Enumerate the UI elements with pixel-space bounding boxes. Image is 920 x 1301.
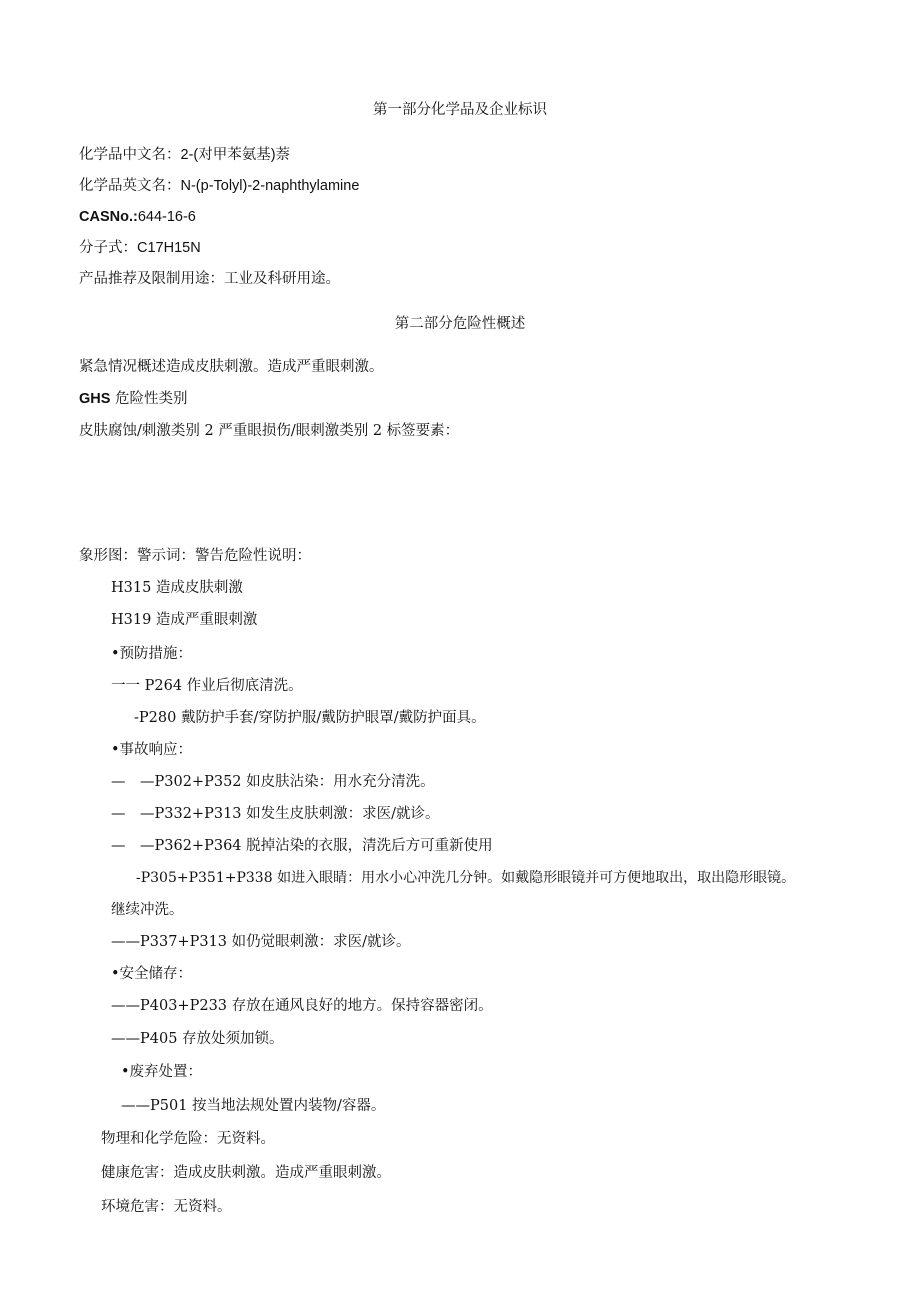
h315-statement: H315 造成皮肤刺激 bbox=[111, 580, 243, 596]
en-name-value: N-(p-Tolyl)-2-naphthylamine bbox=[180, 178, 360, 194]
p501-statement: ——P501 按当地法规处置内装物/容器。 bbox=[121, 1098, 386, 1114]
health-hazard: 健康危害：造成皮肤刺激。造成严重眼刺激。 bbox=[101, 1165, 391, 1181]
cn-name-row bbox=[79, 145, 290, 165]
section2-title: 第二部分危险性概述 bbox=[394, 316, 526, 332]
ghs-prefix: GHS bbox=[79, 391, 111, 407]
formula-row bbox=[79, 238, 201, 258]
use-value: 工业及科研用途。 bbox=[224, 271, 340, 287]
cn-name-value: 2-(对甲苯氨基)萘 bbox=[180, 147, 291, 163]
dash-marker-2: — bbox=[111, 806, 126, 822]
p362-statement: —P362+P364 脱掉沾染的衣服，清洗后方可重新使用 bbox=[140, 838, 493, 854]
p264-statement: 一一 P264 作业后彻底清洗。 bbox=[111, 678, 303, 694]
en-name-label: 化学品英文名： bbox=[79, 178, 181, 194]
h319-statement: H319 造成严重眼刺激 bbox=[111, 612, 258, 628]
use-row bbox=[79, 269, 340, 289]
cas-label: CASNo.: bbox=[79, 209, 138, 225]
ghs-categories: 皮肤腐蚀/刺激类别 2 严重眼损伤/眼刺激类别 2 标签要素： bbox=[79, 423, 460, 439]
storage-label: •安全储存： bbox=[111, 966, 193, 982]
cas-value: 644-16-6 bbox=[137, 209, 196, 225]
disposal-label: •废弃处置： bbox=[121, 1064, 203, 1080]
dash-marker-1: — bbox=[111, 774, 126, 790]
use-label: 产品推荐及限制用途： bbox=[79, 271, 224, 287]
physical-hazard: 物理和化学危险：无资料。 bbox=[101, 1131, 275, 1147]
p337-statement: ——P337+P313 如仍觉眼刺激：求医/就诊。 bbox=[111, 934, 411, 950]
p332-statement: —P332+P313 如发生皮肤刺激：求医/就诊。 bbox=[140, 806, 440, 822]
p403-statement: ——P403+P233 存放在通风良好的地方。保持容器密闭。 bbox=[111, 998, 493, 1014]
cas-row bbox=[79, 207, 196, 227]
formula-value: C17H15N bbox=[137, 240, 201, 256]
dash-marker-3: — bbox=[111, 838, 126, 854]
section1-title: 第一部分化学品及企业标识 bbox=[373, 102, 547, 118]
environment-hazard: 环境危害：无资料。 bbox=[101, 1199, 232, 1215]
p302-statement: —P302+P352 如皮肤沾染：用水充分清洗。 bbox=[140, 774, 435, 790]
p305-statement: -P305+P351+P338 如进入眼睛：用水小心冲洗几分钟。如戴隐形眼镜并可方便地取出，取出隐形眼镜。 bbox=[136, 870, 796, 886]
ghs-label: 危险性类别 bbox=[115, 391, 188, 407]
p405-statement: ——P405 存放处须加锁。 bbox=[111, 1031, 284, 1047]
prevention-label: •预防措施： bbox=[111, 646, 193, 662]
p305-continued: 继续冲洗。 bbox=[111, 902, 184, 918]
p280-statement: -P280 戴防护手套/穿防护服/戴防护眼罩/戴防护面具。 bbox=[134, 710, 486, 726]
formula-label: 分子式： bbox=[79, 240, 137, 256]
en-name-row bbox=[79, 176, 359, 196]
response-label: •事故响应： bbox=[111, 742, 193, 758]
pictogram-line: 象形图：警示词：警告危险性说明： bbox=[79, 548, 311, 564]
cn-name-label: 化学品中文名： bbox=[79, 147, 181, 163]
emergency-overview: 紧急情况概述造成皮肤刺激。造成严重眼刺激。 bbox=[79, 359, 384, 375]
ghs-heading bbox=[79, 389, 188, 409]
